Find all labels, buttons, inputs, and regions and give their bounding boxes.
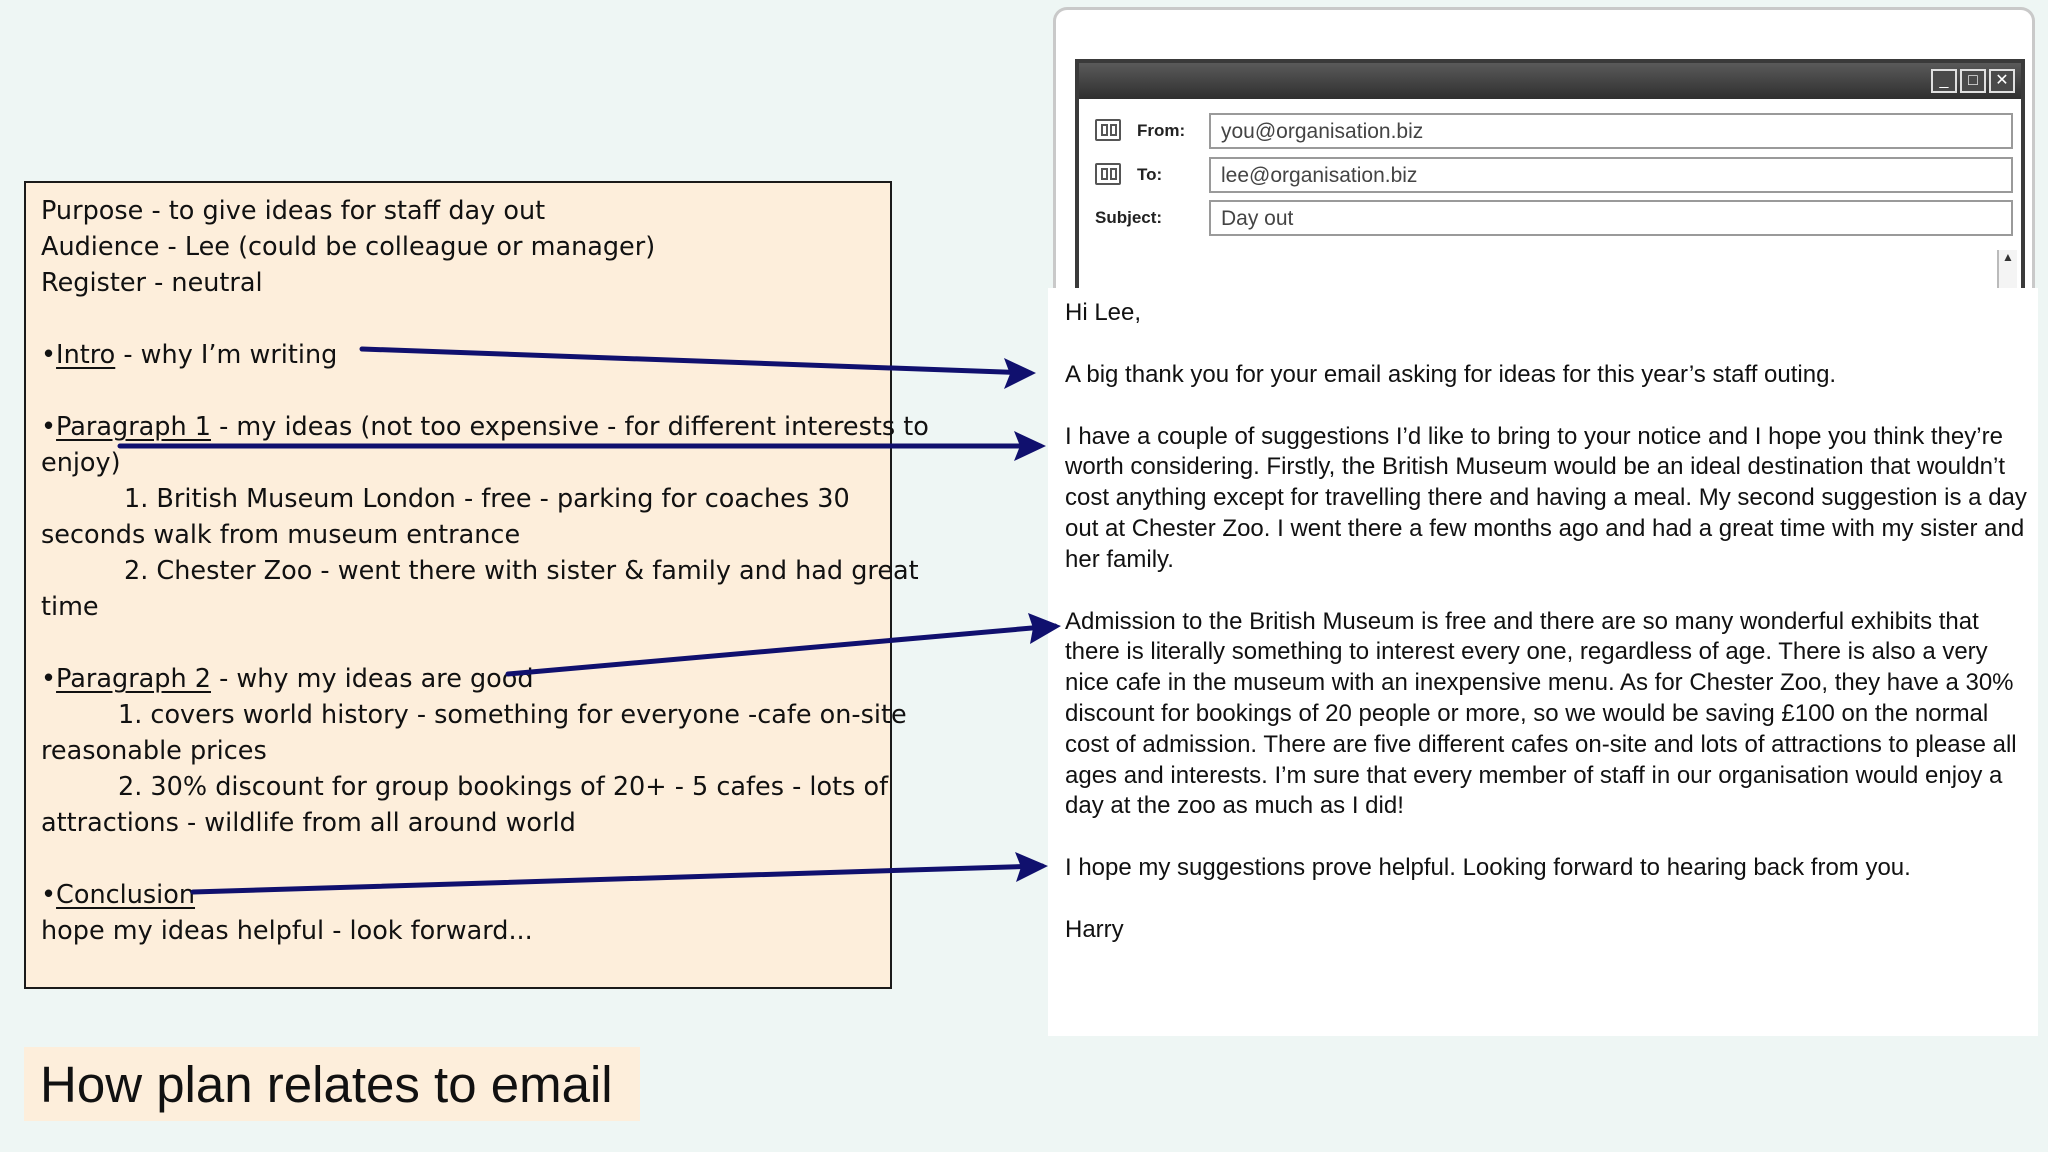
intro-arrow — [362, 349, 1030, 373]
plan-purpose: Purpose - to give ideas for staff day out — [41, 196, 546, 226]
plan-p2-item1: 1. covers world history - something for everyone -cafe on-site — [118, 700, 907, 730]
plan-audience: Audience - Lee (could be colleague or manager) — [41, 232, 656, 262]
email-signoff: Harry — [1065, 915, 1124, 943]
email-greeting: Hi Lee, — [1065, 299, 1142, 326]
plan-conclusion-text: hope my ideas helpful - look forward... — [41, 916, 533, 946]
plan-paragraph1-text: - my ideas (not too expensive - for different interests to — [211, 412, 929, 442]
plan-paragraph1: •Paragraph 1 - my ideas (not too expensive - for different interests to — [41, 412, 929, 442]
from-field[interactable]: you@organisation.biz — [1209, 113, 2013, 149]
from-label: From: — [1137, 121, 1186, 140]
subject-field[interactable]: Day out — [1209, 200, 2013, 236]
email-conclusion: I hope my suggestions prove helpful. Looking forward to hearing back from you. — [1065, 854, 1911, 882]
email-intro-paragraph: A big thank you for your email asking for ideas for this year’s staff outing. — [1065, 360, 1837, 388]
plan-p1-item1: 1. British Museum London - free - parking for coaches 30 — [124, 484, 850, 514]
email-paragraph-1: I have a couple of suggestions I’d like to bring to your notice and I hope you think they’re worth considering. Firstly, the British Museum would be an ideal destination that wouldn’t cost anything except for travelling there and having a meal. My second suggestion is a day out at Chester Zoo. I went there a few months ago and had a great time with my sister and her family. — [1065, 422, 2027, 573]
to-field[interactable]: lee@organisation.biz — [1209, 157, 2013, 193]
plan-intro-text: - why I’m writing — [115, 340, 338, 370]
plan-register: Register - neutral — [41, 268, 263, 298]
plan-paragraph2: •Paragraph 2 - why my ideas are good — [41, 664, 534, 694]
close-button[interactable]: ✕ — [1989, 69, 2015, 93]
plan-p2-item1-cont: reasonable prices — [41, 736, 267, 766]
plan-p1-item2: 2. Chester Zoo - went there with sister & family and had great — [124, 556, 919, 586]
plan-conclusion-heading: Conclusion — [56, 880, 196, 910]
plan-paragraph2-heading: Paragraph 2 — [56, 664, 211, 694]
minimize-button[interactable]: _ — [1931, 69, 1957, 93]
to-label: To: — [1137, 165, 1163, 184]
plan-intro: •Intro - why I’m writing — [41, 340, 338, 370]
plan-p2-item2: 2. 30% discount for group bookings of 20+ - 5 cafes - lots of — [118, 772, 889, 802]
plan-paragraph1-cont: enjoy) — [41, 448, 121, 478]
slide-caption: How plan relates to email — [24, 1047, 640, 1121]
plan-paragraph2-text: - why my ideas are good — [211, 664, 534, 694]
subject-label: Subject: — [1095, 208, 1163, 227]
plan-p1-item1-cont: seconds walk from museum entrance — [41, 520, 521, 550]
paragraph2-arrowhead — [1028, 613, 1061, 644]
paragraph2-arrow — [508, 626, 1055, 674]
conclusion-arrow — [193, 866, 1042, 892]
plan-paragraph1-heading: Paragraph 1 — [56, 412, 211, 442]
plan-conclusion: •Conclusion — [41, 880, 196, 910]
email-paragraph-2: Admission to the British Museum is free and there are so many wonderful exhibits that there is literally something to interest every one, regardless of age. There is also a very nice cafe in the museum with an inexpensive menu. As for Chester Zoo, they have a 30% discount for bookings of 20 people or more, so we would be saving £100 on the normal cost of admission. There are five different cafes on-site and lots of attractions to please all ages and interests. I’m sure that every member of staff in our organisation would enjoy a day at the zoo as much as I did! — [1065, 607, 2017, 820]
plan-intro-heading: Intro — [56, 340, 116, 370]
maximize-button[interactable]: □ — [1960, 69, 1986, 93]
plan-p2-item2-cont: attractions - wildlife from all around world — [41, 808, 576, 838]
scrollbar-up-arrow[interactable]: ▲ — [1997, 250, 2017, 290]
plan-p1-item2-cont: time — [41, 592, 99, 622]
